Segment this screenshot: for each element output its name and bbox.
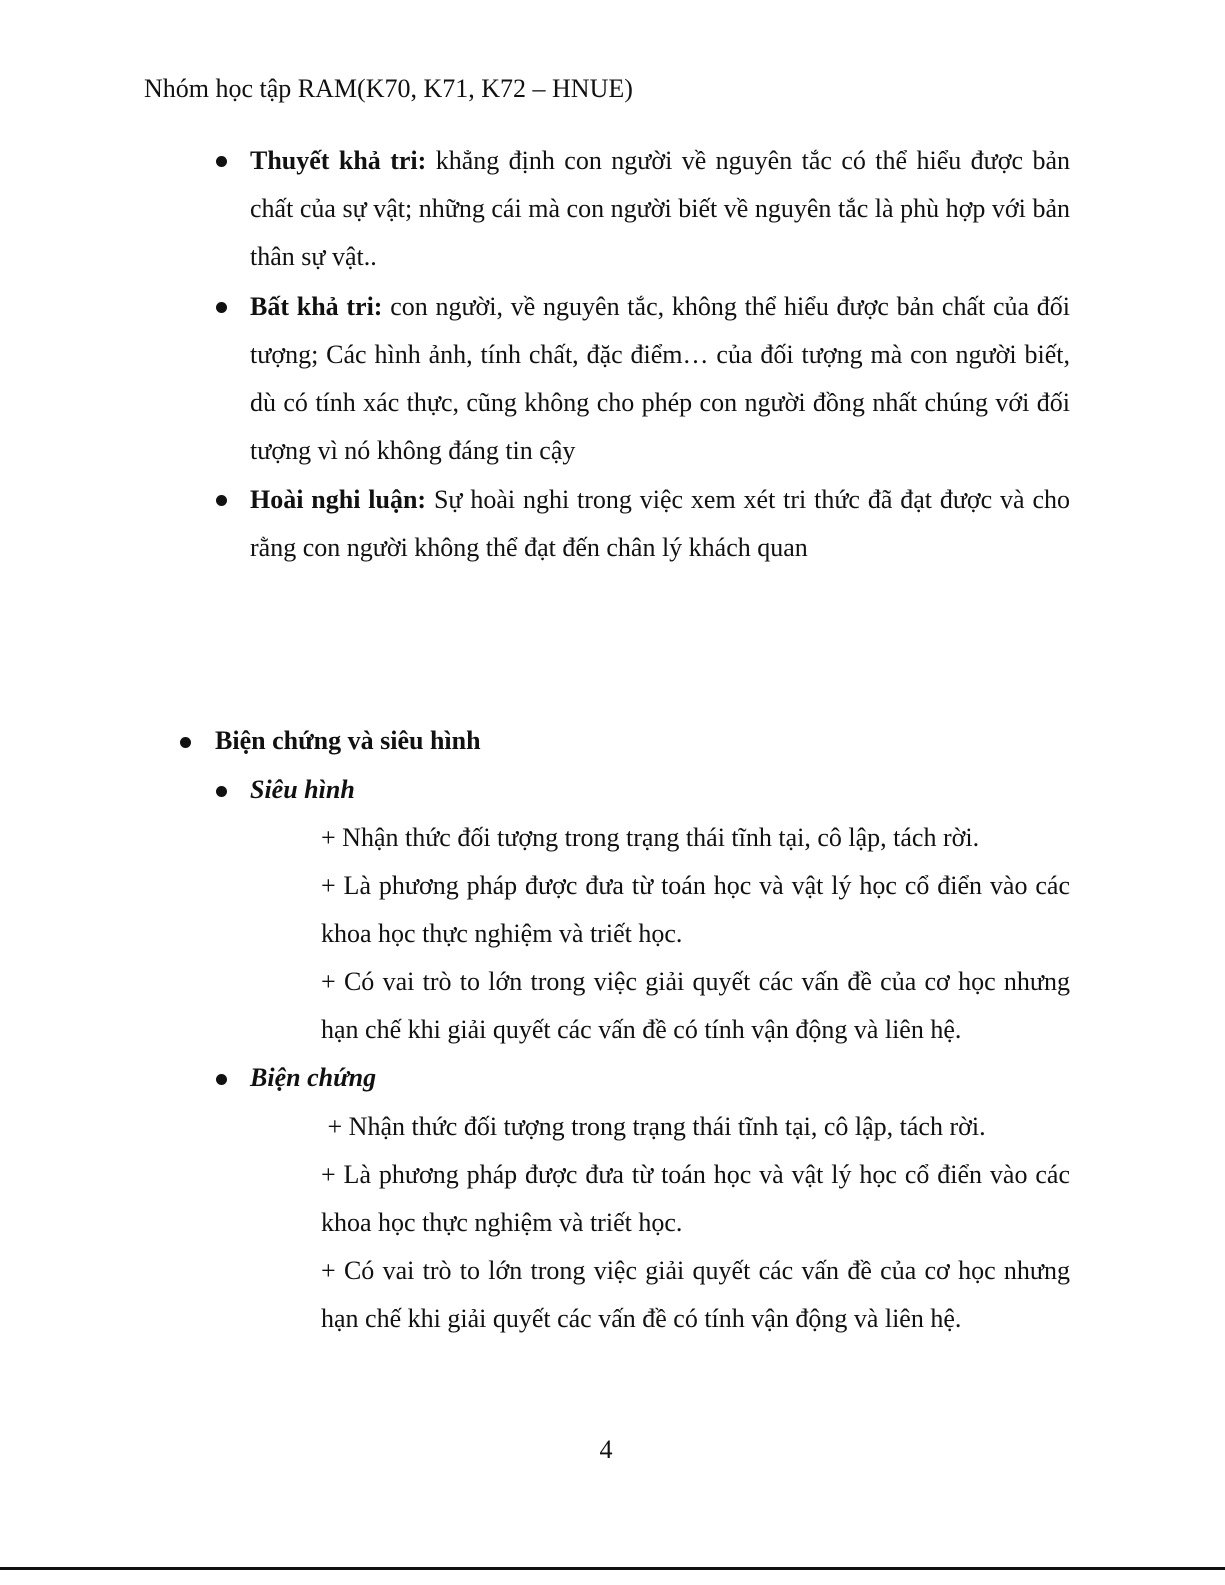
term-label: Hoài nghi luận: [250, 485, 427, 514]
bullet-icon [216, 156, 227, 167]
page-number: 4 [599, 1435, 613, 1464]
bullet-icon [216, 786, 227, 797]
subsection-title-bien-chung: Biện chứng [250, 1063, 377, 1092]
term-description: con người, về nguyên tắc, không thể hiểu được bản chất của đối tượng; Các hình ảnh, tính chất, đặc điểm… của đối tượng mà con người biết, dù có tính xác thực, cũng không cho phép con người đồng nhất chúng với đối tượng vì nó không đáng tin cậy [250, 292, 1071, 465]
page-header: Nhóm học tập RAM(K70, K71, K72 – HNUE) [144, 74, 633, 103]
section-title: Biện chứng và siêu hình [215, 726, 481, 755]
bien-chung-point-1: + Nhận thức đối tượng trong trạng thái tĩnh tại, cô lập, tách rời. [321, 1112, 986, 1141]
term-label: Bất khả tri: [250, 292, 383, 321]
bien-chung-point-2: + Là phương pháp được đưa từ toán học và vật lý học cổ điển vào các khoa học thực nghiệm và triết học. [321, 1160, 1070, 1237]
sieu-hinh-point-2: + Là phương pháp được đưa từ toán học và vật lý học cổ điển vào các khoa học thực nghiệm và triết học. [321, 871, 1070, 948]
list-item-hoai-nghi-luan [250, 476, 1070, 572]
bottom-divider [0, 1567, 1225, 1570]
subsection-title-sieu-hinh: Siêu hình [250, 775, 355, 804]
term-label: Thuyết khả tri: [250, 146, 427, 175]
list-item-bat-kha-tri [250, 283, 1070, 475]
bien-chung-point-3: + Có vai trò to lớn trong việc giải quyết các vấn đề của cơ học nhưng hạn chế khi giải quyết các vấn đề có tính vận động và liên hệ. [321, 1256, 1070, 1333]
term-description: khẳng định con người về nguyên tắc có thể hiểu được bản chất của sự vật; những cái mà con người biết về nguyên tắc là phù hợp với bản thân sự vật.. [250, 146, 1070, 271]
bullet-icon [216, 302, 227, 313]
bullet-icon [216, 495, 227, 506]
term-description: Sự hoài nghi trong việc xem xét tri thức đã đạt được và cho rằng con người không thể đạt đến chân lý khách quan [250, 485, 1070, 562]
sieu-hinh-point-3: + Có vai trò to lớn trong việc giải quyết các vấn đề của cơ học nhưng hạn chế khi giải quyết các vấn đề có tính vận động và liên hệ. [321, 967, 1070, 1044]
list-item-thuyet-kha-tri [250, 137, 1070, 281]
bullet-icon [216, 1074, 227, 1085]
bullet-icon [180, 737, 191, 748]
sieu-hinh-point-1: + Nhận thức đối tượng trong trạng thái tĩnh tại, cô lập, tách rời. [321, 823, 980, 852]
